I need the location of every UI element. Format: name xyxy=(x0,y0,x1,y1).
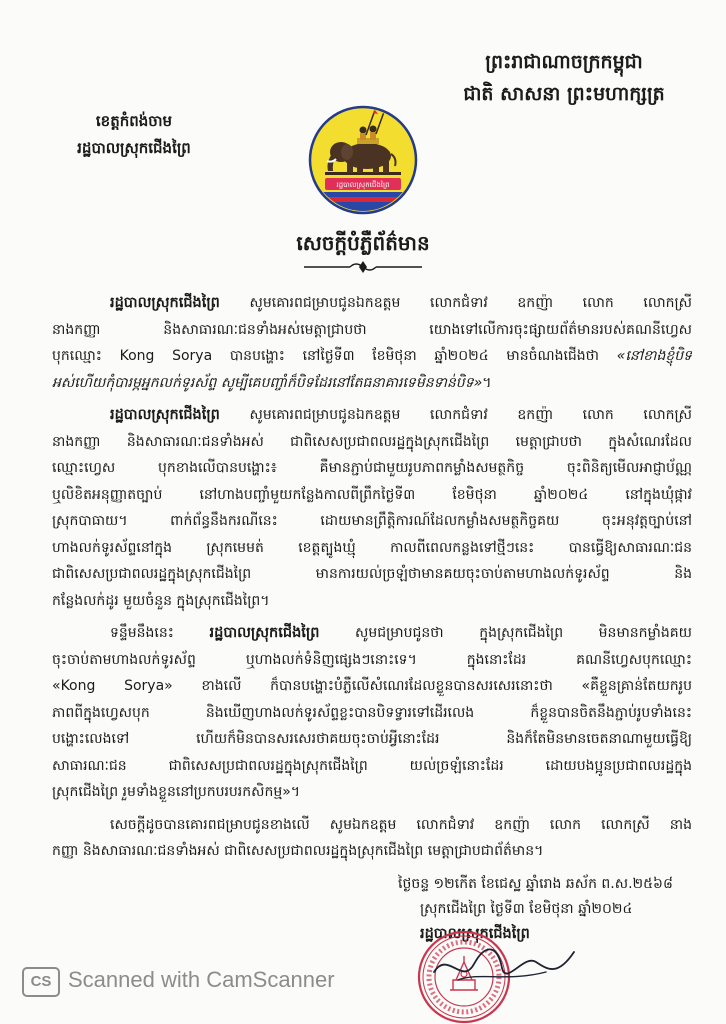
text-line xyxy=(52,838,692,865)
body-text: ។ xyxy=(482,374,492,391)
kingdom-title: ព្រះរាជាណាចក្រកម្ពុជា xyxy=(485,51,643,73)
body-text: ឬលិខិតអនុញ្ញាតច្បាប់ នៅហាងបញ្ចាំមួយកន្លែងកាលពីព្រឹកថ្ងៃទី៣ ខែមិថុនា ឆ្នាំ២០២៤ នៅក្នុងឃុំផ្កាវ xyxy=(52,486,692,503)
signature-icon xyxy=(428,942,578,994)
text-line xyxy=(52,588,692,615)
body-text: សូមជម្រាបជូនថា ក្នុងស្រុកជើងព្រៃ មិនមានកម្លាំងគយ xyxy=(319,625,692,641)
body-text: សេចក្តីដូចបានគោរពជម្រាបជូនខាងលើ សូមឯកឧត្តម លោកជំទាវ ឧកញ៉ា លោក លោកស្រី នាង xyxy=(110,816,692,833)
body-text: ស្រុកជើងព្រៃ រួមទាំងខ្លួននៅប្រកបរបរកសិកម្ម»។ xyxy=(52,784,301,800)
body-text: ភាពពីក្នុងហ្វេសបុក និងឃើញហាងលក់ទូរស័ព្ទខ្លះបានបិទទ្វារទៅដើរលេង ក៏ខ្លួនបានចិតនឹងភ្ជាប់រូបទាំងនេះ xyxy=(52,704,692,721)
body-text: កន្លែងលក់ដូរ មួយចំនួន ក្នុងស្រុកជើងព្រៃ។ xyxy=(52,592,270,609)
text-line xyxy=(52,535,692,562)
quote-text: «នៅខាងខ្ញុំបិទ xyxy=(616,348,692,364)
body-text: ហាងលក់ទូរស័ព្ទនៅក្នុង ស្រុកមេមត់ ខេត្តត្បូងឃ្មុំ កាលពីពេលកន្លងទៅថ្មីៗនេះ បានធ្វើឱ្យសាធារណៈជន xyxy=(52,539,692,556)
national-header xyxy=(418,46,710,110)
text-line xyxy=(52,317,692,344)
text-line xyxy=(52,700,692,727)
body-text: ចុះចាប់តាមហាងលក់ទូរស័ព្ទ ឬហាងលក់ទំនិញផ្សេងៗនោះទេ។ ក្នុងនោះដែរ គណនីហ្វេសបុកឈ្មោះ xyxy=(52,651,692,668)
body-text: សូមគោរពជម្រាបជូនឯកឧត្តម លោកជំទាវ ឧកញ៉ា លោក លោកស្រី xyxy=(219,407,692,423)
body-text: សាធារណៈជន ជាពិសេសប្រជាពលរដ្ឋក្នុងស្រុកជើងព្រៃ យល់ច្រឡំនោះដែរ ដោយបងប្អូនប្រជាពលរដ្ឋក្នុង xyxy=(52,757,692,774)
district-authority: រដ្ឋបាលស្រុកជើងព្រៃ xyxy=(77,139,191,157)
text-line xyxy=(52,455,692,482)
national-motto: ជាតិ សាសនា ព្រះមហាក្សត្រ xyxy=(463,83,665,105)
paragraph xyxy=(52,290,692,396)
text-line xyxy=(52,290,692,317)
text-line xyxy=(52,482,692,509)
text-line xyxy=(52,812,692,839)
text-line xyxy=(52,753,692,780)
lunar-date: ថ្ងៃចន្ទ ១២កើត ខែជេស្ឋ ឆ្នាំរោង ឆស័ក ព.ស.២៥៦៨ xyxy=(398,876,673,892)
text-line xyxy=(52,561,692,588)
lead-phrase: រដ្ឋបាលស្រុកជើងព្រៃ xyxy=(110,294,220,311)
body-text: ឈ្មោះហ្វេស បុកខាងលើបានបង្ហោះ៖ គឺមានភ្ជាប់ជាមួយរូបភាពកម្លាំងសមត្ថកិច្ច ចុះពិនិត្យមើលអាជ្ញាប័ណ្ណ xyxy=(52,460,692,476)
issuer-header xyxy=(36,108,232,162)
lead-phrase: រដ្ឋបាលស្រុកជើងព្រៃ xyxy=(209,624,320,641)
text-line xyxy=(52,779,692,806)
camscanner-logo-icon: CS xyxy=(22,967,60,997)
text-line xyxy=(52,429,692,456)
logo-banner-text: រដ្ឋបាលស្រុកជើងព្រៃ xyxy=(336,181,390,189)
quote-text: អស់ហើយកុំបារម្ភអ្នកលក់ទូរស័ព្ទ សូម្បីគេបញ្ចាំក៏បិទដែរនៅតែធនាគារទេមិនទាន់បិទ» xyxy=(52,374,483,391)
title-ornament-icon xyxy=(300,260,426,274)
paragraph xyxy=(52,620,692,806)
body-text: បុកឈ្មោះ Kong Sorya បានបង្ហោះ នៅថ្ងៃទី៣ ខែមិថុនា ឆ្នាំ២០២៤ មានចំណងជើងថា xyxy=(52,348,617,364)
text-line xyxy=(52,508,692,535)
body-text: នាងកញ្ញា និងសាធារណៈជនទាំងអស់មេត្តាជ្រាបថា យោងទៅលើការចុះផ្សាយព័ត៌មានរបស់គណនីហ្វេស xyxy=(52,321,692,338)
text-line xyxy=(52,647,692,674)
body-text: សូមគោរពជម្រាបជូនឯកឧត្តម លោកជំទាវ ឧកញ៉ា លោក លោកស្រី xyxy=(219,295,692,311)
body-text: ស្រុកបាធាយ។ ពាក់ព័ន្ធនឹងករណីនេះ ដោយមានព្រឹត្តិការណ៍ដែលកម្លាំងសមត្ថកិច្ចគយ ចុះអនុវត្តច្បាប់នៅ xyxy=(52,513,692,529)
body-text: បង្ហោះលេងទៅ ហើយក៏មិនបានសរសេរថាគយចុះចាប់អ្វីនោះដែរ និងក៏តែមិនមានចេតនាណាមួយធ្វើឱ្យ xyxy=(52,731,692,747)
scanner-watermark: Scanned with CamScanner xyxy=(68,967,335,992)
text-line xyxy=(52,620,692,647)
text-line xyxy=(52,726,692,753)
body-text: ទន្ទឹមនឹងនេះ xyxy=(110,625,210,641)
lead-phrase: រដ្ឋបាលស្រុកជើងព្រៃ xyxy=(110,406,220,423)
body-text: កញ្ញា និងសាធារណៈជនទាំងអស់ ជាពិសេសប្រជាពលរដ្ឋក្នុងស្រុកជើងព្រៃ មេត្តាជ្រាបជាព័ត៌មាន។ xyxy=(52,843,544,859)
paragraph xyxy=(52,812,692,865)
text-line xyxy=(52,370,692,397)
body-text: ជាពិសេសប្រជាពលរដ្ឋក្នុងស្រុកជើងព្រៃ មានការយល់ច្រឡំថាមានគយចុះចាប់តាមហាងលក់ទូរស័ព្ទ និង xyxy=(52,566,692,582)
paragraph xyxy=(52,402,692,614)
solar-date: ស្រុកជើងព្រៃ ថ្ងៃទី៣ ខែមិថុនា ឆ្នាំ២០២៤ xyxy=(420,901,633,917)
text-line xyxy=(52,402,692,429)
body-text-block xyxy=(52,284,692,865)
body-text: នាងកញ្ញា និងសាធារណៈជនទាំងអស់ ជាពិសេសប្រជាពលរដ្ឋក្នុងស្រុកជើងព្រៃ មេត្តាជ្រាបថា ក្នុងសំណេរដែល xyxy=(52,433,692,450)
province-name: ខេត្តកំពង់ចាម xyxy=(95,112,173,130)
text-line xyxy=(52,673,692,700)
signatory: រដ្ឋបាលស្រុកជើងព្រៃ xyxy=(420,925,530,942)
text-line xyxy=(52,343,692,370)
elephant-emblem-icon xyxy=(305,104,421,216)
document-title: សេចក្តីបំភ្លឺព័ត៌មាន xyxy=(296,231,430,255)
body-text: «Kong Sorya» ខាងលើ ក៏បានបង្ហោះបំភ្លឺលើសំណេរដែលខ្លួនបានសរសេរនោះថា «គឺខ្លួនគ្រាន់តែយករូប xyxy=(52,678,692,694)
